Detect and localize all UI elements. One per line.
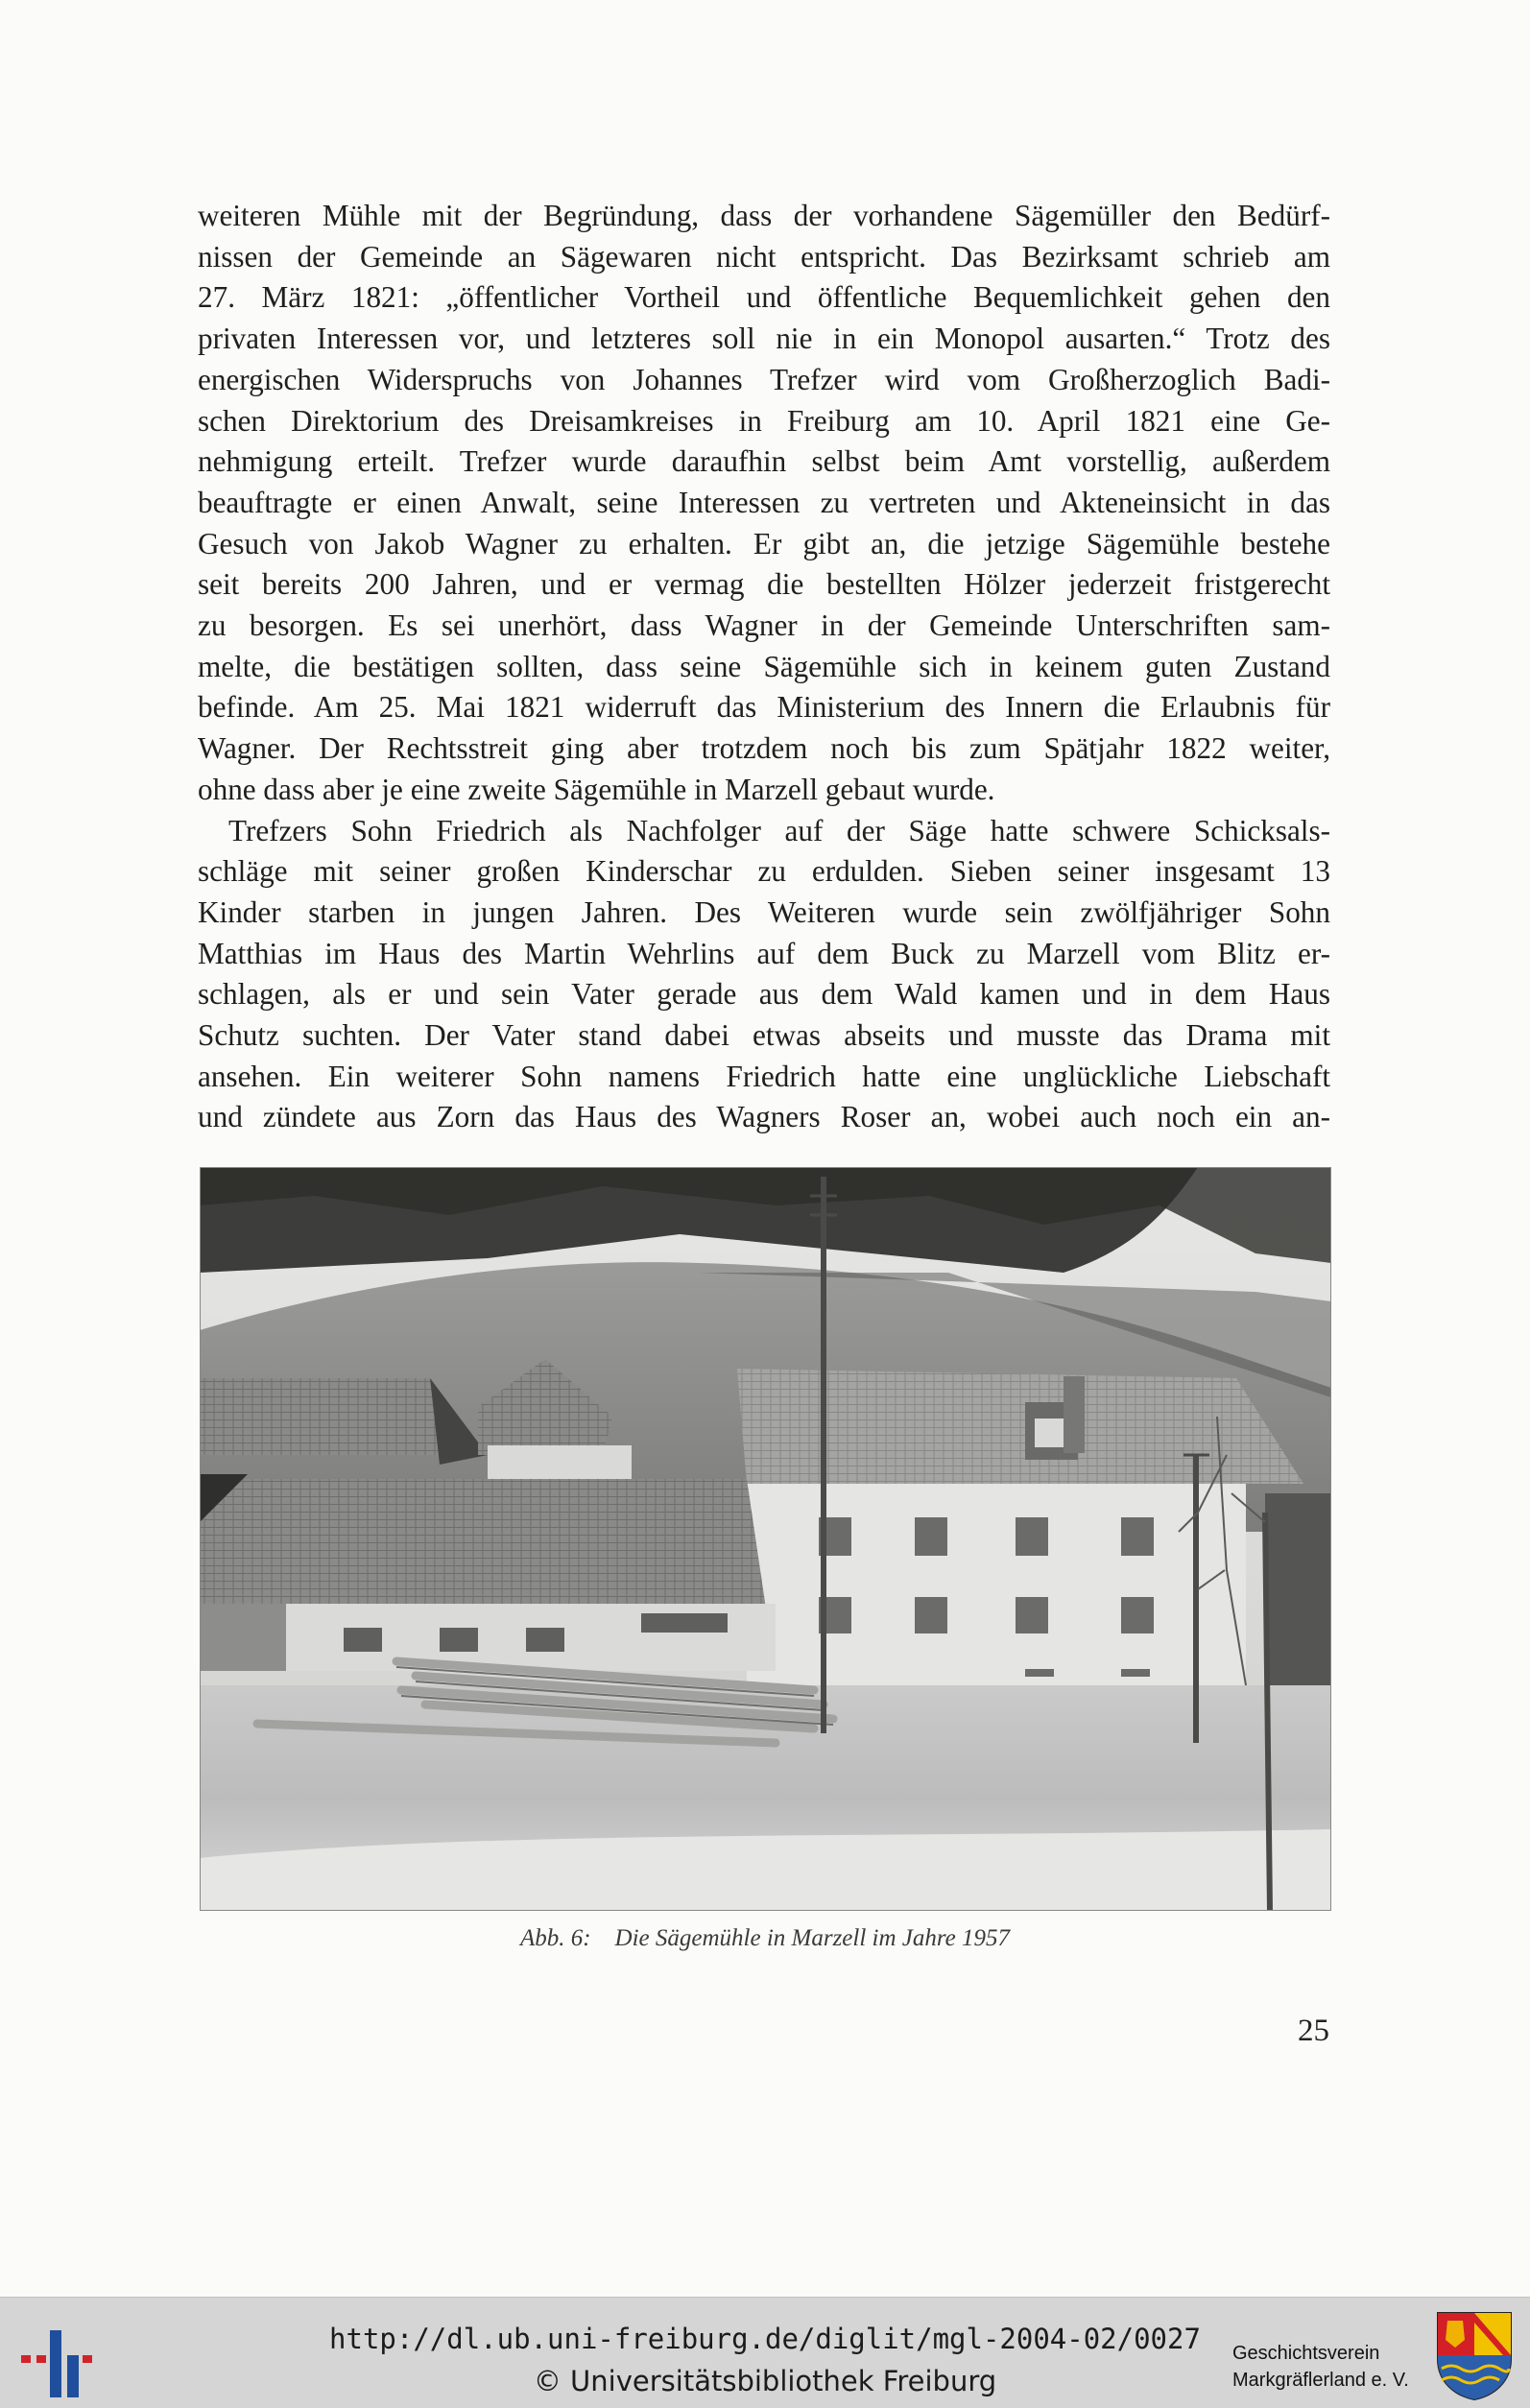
text-line: Schutz suchten. Der Vater stand dabei etwas abseits und musste das Drama mit (198, 1018, 1330, 1053)
sawmill-photo-illustration (200, 1167, 1331, 1911)
text-line: melte, die bestätigen sollten, dass seine Sägemühle sich in keinem guten Zustand (198, 649, 1330, 683)
society-name (1232, 2340, 1409, 2394)
text-line: beauftragte er einen Anwalt, seine Interessen zu vertreten und Akteneinsicht in das (198, 485, 1330, 519)
text-line: schen Direktorium des Dreisamkreises in Freiburg am 10. April 1821 eine Ge- (198, 403, 1330, 438)
text-line: Trefzers Sohn Friedrich als Nachfolger auf der Säge hatte schwere Schicksals- (228, 813, 1330, 847)
coat-of-arms-icon (1436, 2311, 1513, 2401)
sawmill-photo (200, 1167, 1331, 1911)
page-number: 25 (1298, 2014, 1329, 2048)
footer-bar (0, 2297, 1530, 2408)
text-line: privaten Interessen vor, und letzteres soll nie in ein Monopol ausarten.“ Trotz des (198, 322, 1330, 356)
text-line: Wagner. Der Rechtsstreit ging aber trotzdem noch bis zum Spätjahr 1822 weiter, (198, 731, 1330, 766)
text-line: zu besorgen. Es sei unerhört, dass Wagner in der Gemeinde Unterschriften sam- (198, 608, 1330, 643)
paragraph-2 (198, 811, 1330, 1139)
body-text (198, 196, 1330, 1138)
text-line: schläge mit seiner großen Kinderschar zu erdulden. Sieben seiner insgesamt 13 (198, 854, 1330, 889)
text-line: Kinder starben in jungen Jahren. Des Weiteren wurde sein zwölfjähriger Sohn (198, 894, 1330, 929)
text-line: ohne dass aber je eine zweite Sägemühle in Marzell gebaut wurde. (198, 772, 995, 806)
text-line: 27. März 1821: „öffentlicher Vortheil und öffentliche Bequemlichkeit gehen den (198, 280, 1330, 315)
text-line: Matthias im Haus des Martin Wehrlins auf dem Buck zu Marzell vom Blitz er- (198, 936, 1330, 970)
society-name-line: Geschichtsverein (1232, 2343, 1380, 2364)
text-line: weiteren Mühle mit der Begründung, dass der vorhandene Sägemüller den Bedürf- (198, 199, 1330, 232)
text-line: Gesuch von Jakob Wagner zu erhalten. Er gibt an, die jetzige Sägemühle bestehe (198, 526, 1330, 560)
copyright-text: © Universitätsbibliothek Freiburg (533, 2365, 997, 2397)
source-url-link[interactable]: http://dl.ub.uni-freiburg.de/diglit/mgl-2004-02/0027 (329, 2323, 1201, 2355)
figure-caption: Abb. 6: Die Sägemühle in Marzell im Jahre 1957 (519, 1925, 1011, 1951)
text-line: energischen Widerspruchs von Johannes Trefzer wird vom Großherzoglich Badi- (198, 362, 1330, 396)
text-line: und zündete aus Zorn das Haus des Wagners Roser an, wobei auch noch ein an- (198, 1100, 1330, 1134)
text-line: befinde. Am 25. Mai 1821 widerruft das Ministerium des Innern die Erlaubnis für (198, 690, 1330, 725)
text-line: ansehen. Ein weiterer Sohn namens Friedrich hatte eine unglückliche Liebschaft (198, 1059, 1330, 1093)
text-line: nehmigung erteilt. Trefzer wurde daraufhin selbst beim Amt vorstellig, außerdem (198, 444, 1330, 479)
text-line: nissen der Gemeinde an Sägewaren nicht entspricht. Das Bezirksamt schrieb am (198, 239, 1330, 274)
society-name-line: Markgräflerland e. V. (1232, 2370, 1409, 2391)
text-line: seit bereits 200 Jahren, und er vermag die bestellten Hölzer jederzeit fristgerecht (198, 567, 1330, 602)
paragraph-1 (198, 196, 1330, 811)
text-line: schlagen, als er und sein Vater gerade aus dem Wald kamen und in dem Haus (198, 977, 1330, 1012)
